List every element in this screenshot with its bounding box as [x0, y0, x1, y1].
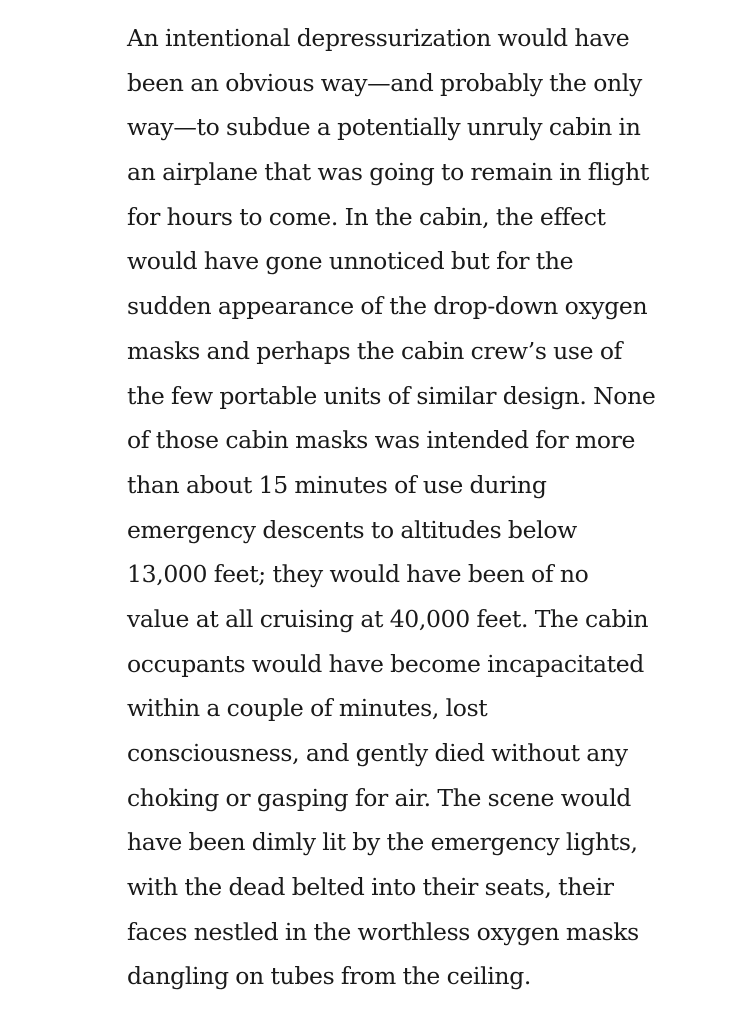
paragraph-line: the few portable units of similar design. None [127, 381, 656, 410]
paragraph-line: occupants would have become incapacitated [127, 649, 644, 678]
paragraph-line: an airplane that was going to remain in flight [127, 158, 649, 187]
paragraph-line: choking or gasping for air. The scene would [127, 783, 631, 812]
paragraph-line: faces nestled in the worthless oxygen masks [127, 917, 639, 946]
article-paragraph [127, 16, 687, 999]
paragraph-line: An intentional depressurization would have [127, 24, 630, 52]
paragraph-line: with the dead belted into their seats, their [127, 873, 614, 902]
paragraph-line: sudden appearance of the drop-down oxygen [127, 292, 648, 321]
paragraph-line: have been dimly lit by the emergency lights, [127, 828, 638, 857]
paragraph-line: value at all cruising at 40,000 feet. The cabin [127, 604, 649, 633]
paragraph-line: than about 15 minutes of use during [127, 470, 547, 499]
paragraph-line: consciousness, and gently died without any [127, 739, 628, 767]
paragraph-line: 13,000 feet; they would have been of no [127, 560, 589, 589]
paragraph-line: for hours to come. In the cabin, the effect [127, 202, 606, 231]
paragraph-line: would have gone unnoticed but for the [127, 247, 574, 276]
paragraph-line: been an obvious way—and probably the only [127, 68, 642, 97]
paragraph-line: emergency descents to altitudes below [127, 515, 577, 544]
paragraph-line: of those cabin masks was intended for more [127, 426, 636, 455]
paragraph-line: masks and perhaps the cabin crew’s use of [127, 336, 622, 365]
paragraph-line: within a couple of minutes, lost [127, 694, 488, 723]
paragraph-line: way—to subdue a potentially unruly cabin in [127, 113, 641, 142]
paragraph-line: dangling on tubes from the ceiling. [127, 962, 532, 991]
